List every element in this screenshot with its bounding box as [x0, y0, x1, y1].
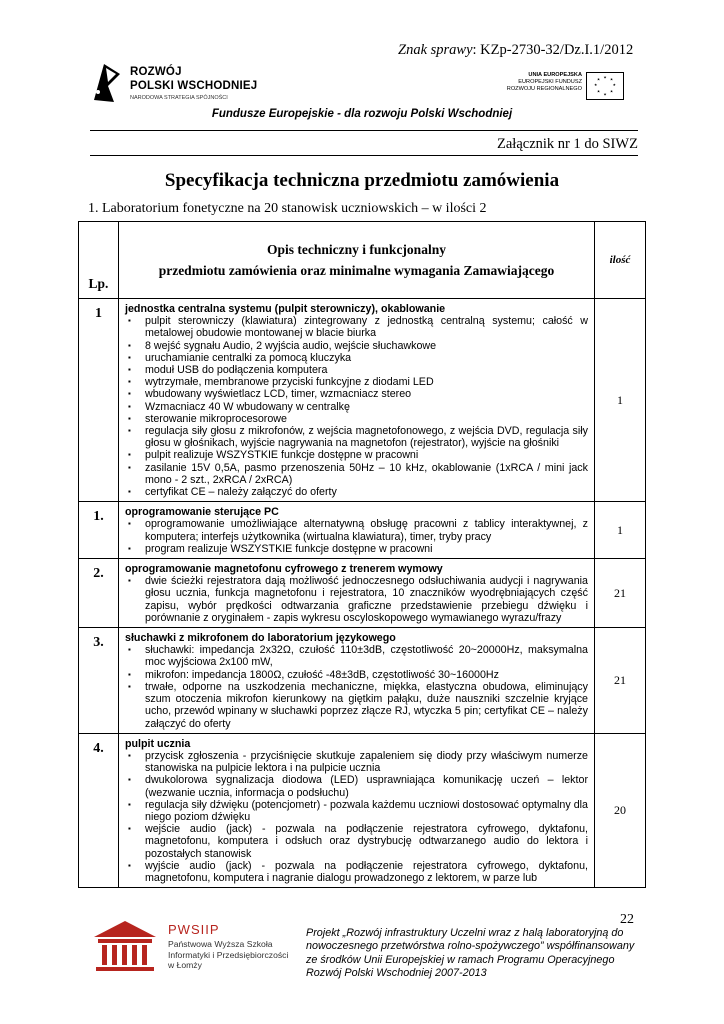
list-item: ▪ pulpit realizuje WSZYSTKIE funkcje dostępne w pracowni: [125, 449, 588, 461]
row-quantity: 1: [595, 299, 646, 502]
project-info: Projekt „Rozwój infrastruktury Uczelni wraz z halą laboratoryjną do nowoczesnego przetwórstwa rolno-spożywczego” współfinansowany ze środków Unii Europejskiej w ramach Programu Operacyjnego Rozwój Polski Wschodniej 2007-2013: [306, 927, 635, 980]
row-quantity: 21: [595, 628, 646, 734]
annex-divider: [90, 155, 638, 156]
list-item: ▪ mikrofon: impedancja 1800Ω, czułość -48±3dB, częstotliwość 30~16000Hz: [125, 669, 588, 681]
logo-line3: NARODOWA STRATEGIA SPÓJNOŚCI: [130, 95, 228, 101]
row-title: oprogramowanie sterujące PC: [125, 506, 279, 519]
svg-text:★: ★: [594, 83, 598, 87]
row-number: 3.: [79, 628, 119, 734]
page-number: 22: [620, 912, 634, 927]
row-quantity: 20: [595, 733, 646, 887]
eu-text: UNIA EUROPEJSKA EUROPEJSKI FUNDUSZ ROZWOJU REGIONALNEGO: [506, 72, 582, 92]
list-item: ▪ dwukolorowa sygnalizacja diodowa (LED) usprawniająca komunikację uczeń – lektor (wezwanie ucznia, informacja o podsłuchu): [125, 774, 588, 798]
row-number: 1.: [79, 502, 119, 559]
header-divider: [90, 130, 638, 131]
logo-line2: POLSKI WSCHODNIEJ: [130, 80, 258, 92]
table-body: [79, 299, 646, 888]
requirements-list: [125, 750, 588, 884]
annex-label: Załącznik nr 1 do SIWZ: [497, 136, 638, 152]
header-quantity: ilość: [595, 222, 646, 299]
svg-text:★: ★: [603, 75, 607, 80]
eu-logo: [502, 72, 624, 100]
list-item: ▪ program realizuje WSZYSTKIE funkcje dostępne w pracowni: [125, 543, 588, 555]
list-item: ▪ zasilanie 15V 0,5A, pasmo przenoszenia 50Hz – 10 kHz, okablowanie (1xRCA / mini jack mono - 2 szt., 2xRCA / 2xRCA): [125, 462, 588, 486]
svg-text:★: ★: [596, 89, 601, 94]
list-item: ▪ regulacja siły głosu z mikrofonów, z wejścia magnetofonowego, z wejścia DVD, regulacja siły głosu w głośnikach, wyjście nagrywania na magnetofon (rejestrator), wyjście na głośniki: [125, 425, 588, 449]
list-item: ▪ wejście audio (jack) - pozwala na podłączenie rejestratora cyfrowego, dyktafonu, magnetofonu, komputera i odsłuch oraz dystrybucję odtwarzanego audio do lektora i pozostałych stanowisk: [125, 823, 588, 860]
table-row: [79, 299, 646, 502]
logo-mark-icon: [90, 60, 124, 104]
row-number: 1: [79, 299, 119, 502]
row-description: [119, 559, 595, 628]
table-header: [79, 222, 646, 299]
list-item: ▪ wytrzymałe, membranowe przyciski funkcyjne z diodami LED: [125, 376, 588, 388]
table-row: [79, 502, 646, 559]
list-item: ▪ 8 wejść sygnału Audio, 2 wyjścia audio, wejście słuchawkowe: [125, 340, 588, 352]
svg-text:★: ★: [596, 77, 601, 82]
svg-text:★: ★: [609, 89, 614, 94]
rozwoj-polski-wschodniej-logo: [90, 60, 260, 108]
table-row: [79, 559, 646, 628]
case-number: Znak sprawy: KZp-2730-32/Dz.I.1/2012: [398, 42, 634, 58]
row-description: [119, 502, 595, 559]
row-title: słuchawki z mikrofonem do laboratorium językowego: [125, 632, 396, 645]
row-number: 4.: [79, 733, 119, 887]
logo-name: PWSIIP: [168, 922, 220, 937]
list-item: ▪ wyjście audio (jack) - pozwala na podłączenie rejestratora cyfrowego, dyktafonu, magnetofonu, komputera i nagranie dialogu prowadzonego z lektorem, w parze lub: [125, 860, 588, 884]
list-item: ▪ Wzmacniacz 40 W wbudowany w centralkę: [125, 401, 588, 413]
list-item: ▪ uruchamianie centralki za pomocą kluczyka: [125, 352, 588, 364]
table-row: [79, 733, 646, 887]
list-item: ▪ wbudowany wyświetlacz LCD, timer, wzmacniacz stereo: [125, 388, 588, 400]
pwsiip-logo: [90, 917, 290, 977]
building-icon: [90, 917, 160, 973]
list-item: ▪ certyfikat CE – należy załączyć do oferty: [125, 486, 588, 498]
row-description: [119, 628, 595, 734]
funds-tagline: Fundusze Europejskie - dla rozwoju Polski Wschodniej: [211, 108, 513, 120]
list-item: ▪ dwie ścieżki rejestratora dają możliwość jednoczesnego odsłuchiwania audycji i nagrywania głosu ucznia, funkcja magnetofonu i rejestratora, 10 znaczników wyodrębniających część zapisu, wybór prędkości odtwarzania graficzne przedstawienie przebiegu dźwięku i porównanie z oryginałem - zapis wykresu oscyloskopowego wymawianego wyrazu/frazy: [125, 575, 588, 624]
requirements-list: [125, 315, 588, 498]
list-item: ▪ oprogramowanie umożliwiające alternatywną obsługę pracowni z tablicy interaktywnej, z komputera; interfejs użytkownika (wirtualna klawiatura), timer, tryby pracy: [125, 518, 588, 542]
requirements-list: [125, 518, 588, 555]
row-title: pulpit ucznia: [125, 737, 191, 750]
header-description: Opis techniczny i funkcjonalny przedmiotu zamówienia oraz minimalne wymagania Zamawiającego: [119, 222, 595, 299]
list-item: ▪ sterowanie mikroprocesorowe: [125, 413, 588, 425]
header-lp: Lp.: [79, 222, 119, 299]
row-description: [119, 733, 595, 887]
table-row: [79, 628, 646, 734]
list-item: ▪ pulpit sterowniczy (klawiatura) zintegrowany z jednostką centralną systemu; całość w metalowej obudowie montowanej w blacie biurka: [125, 315, 588, 339]
row-description: [119, 299, 595, 502]
requirements-list: [125, 575, 588, 624]
specification-table: [78, 221, 646, 888]
logo-line1: ROZWÓJ: [130, 66, 182, 78]
requirements-list: [125, 644, 588, 729]
list-item: ▪ słuchawki: impedancja 2x32Ω, czułość 110±3dB, częstotliwość 20~20000Hz, maksymalna moc wyjściowa 2x100 mW,: [125, 644, 588, 668]
list-item: ▪ regulacja siły dźwięku (potencjometr) - pozwala każdemu uczniowi dostosować optymalny dla niego poziom dźwięku: [125, 799, 588, 823]
svg-text:★: ★: [612, 83, 616, 87]
list-item: ▪ przycisk zgłoszenia - przyciśnięcie skutkuje zapaleniem się diody przy właściwym numerze stanowiska na pulpicie lektora i na pulpicie ucznia: [125, 750, 588, 774]
logo-subtitle: Państwowa Wyższa Szkoła Informatyki i Przedsiębiorczości w Łomży: [168, 939, 289, 970]
document-title: Specyfikacja techniczna przedmiotu zamówienia: [164, 170, 560, 191]
row-quantity: 21: [595, 559, 646, 628]
svg-text:★: ★: [609, 77, 614, 82]
list-item: ▪ trwałe, odporne na uszkodzenia mechaniczne, miękka, elastyczna obudowa, eliminujący szum otoczenia mikrofon kierunkowy na giętkim pałąku, duże nauszniki szczelnie kryjące ucho, przewód wpinany w słuchawki poprzez złącze RJ, wtyczka 5 pin; certyfikat CE – należy załączyć do oferty: [125, 681, 588, 730]
row-title: jednostka centralna systemu (pulpit sterowniczy), okablowanie: [125, 303, 446, 315]
row-number: 2.: [79, 559, 119, 628]
document-subtitle: 1. Laboratorium fonetyczne na 20 stanowisk uczniowskich – w ilości 2: [88, 201, 487, 216]
svg-text:★: ★: [603, 92, 607, 97]
row-quantity: 1: [595, 502, 646, 559]
row-title: oprogramowanie magnetofonu cyfrowego z trenerem wymowy: [125, 563, 443, 576]
eu-flag-icon: [586, 72, 624, 100]
list-item: ▪ moduł USB do podłączenia komputera: [125, 364, 588, 376]
